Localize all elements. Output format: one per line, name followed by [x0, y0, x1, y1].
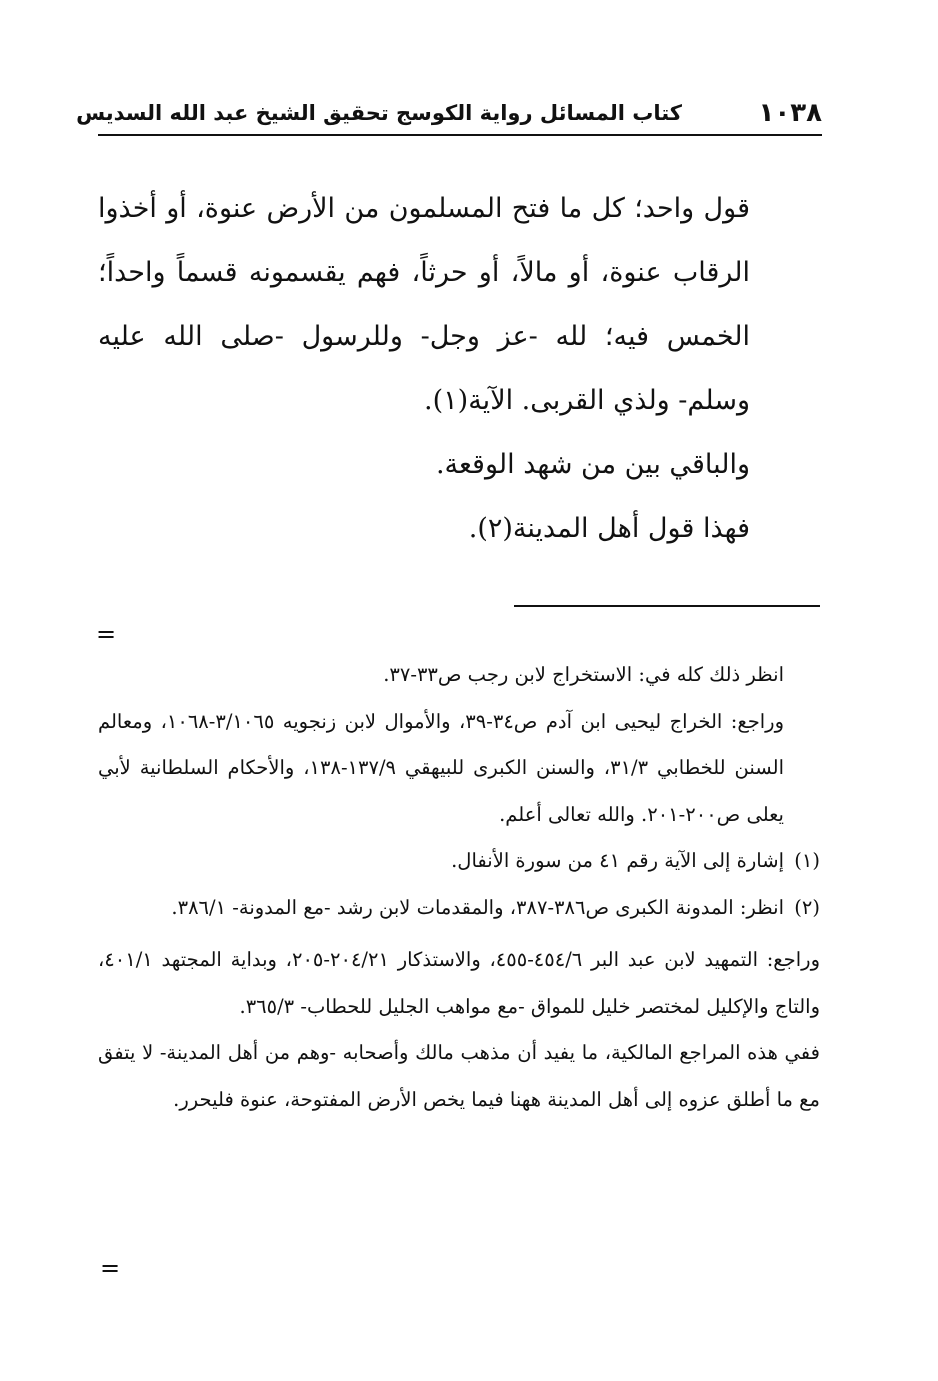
body-paragraph-1: قول واحد؛ كل ما فتح المسلمون من الأرض عنوة، أو أخذوا الرقاب عنوة، أو مالاً، أو حرثاً، فهم يقسمونه قسماً واحداً؛ الخمس فيه؛ لله -عز وجل- وللرسول -صلى الله عليه وسلم- ولذي القربى. الآية(١). — [98, 193, 750, 416]
footnote-continued-line: انظر ذلك كله في: الاستخراج لابن رجب ص٣٣-٣٧. — [383, 663, 784, 686]
body-paragraph-2: والباقي بين من شهد الوقعة. — [435, 449, 750, 480]
footnote-1 — [98, 838, 820, 885]
footnote-2-references: وراجع: التمهيد لابن عبد البر ٤٥٤/٦-٤٥٥، والاستذكار ٢٠٤/٢١-٢٠٥، وبداية المجتهد ٤٠١/١، والتاج والإكليل لمختصر خليل للمواق -مع مواهب الجليل للحطاب- ٣٦٥/٣. — [98, 948, 820, 1018]
footnote-1-number: (١) — [794, 849, 820, 872]
running-title: كتاب المسائل رواية الكوسج تحقيق الشيخ عبد الله السديس — [76, 101, 682, 125]
continuation-mark-bottom: = — [100, 1254, 121, 1282]
main-text — [98, 177, 750, 561]
body-paragraph-3: فهذا قول أهل المدينة(٢). — [468, 513, 750, 544]
footnote-separator — [514, 605, 820, 607]
header-rule — [98, 134, 822, 136]
footnote-2-text: انظر: المدونة الكبرى ص٣٨٦-٣٨٧، والمقدمات لابن رشد -مع المدونة- ٣٨٦/١. — [171, 895, 784, 919]
continuation-mark-top: = — [96, 620, 117, 648]
footnotes — [98, 652, 820, 1123]
page-header — [76, 92, 822, 136]
footnote-1-text: إشارة إلى الآية رقم ٤١ من سورة الأنفال. — [451, 849, 784, 872]
footnote-2-number: (٢) — [794, 895, 820, 919]
footnote-2-comment: ففي هذه المراجع المالكية، ما يفيد أن مذهب مالك وأصحابه -وهم من أهل المدينة- لا يتفق مع ما أطلق عزوه إلى أهل المدينة ههنا فيما يخص الأرض المفتوحة، عنوة فليحرر. — [98, 1041, 820, 1111]
footnote-2 — [98, 885, 820, 932]
footnote-continued-refs: وراجع: الخراج ليحيى ابن آدم ص٣٤-٣٩، والأموال لابن زنجويه ٣/١٠٦٥-١٠٦٨، ومعالم السنن للخطابي ٣١/٣، والسنن الكبرى للبيهقي ١٣٧/٩-١٣٨، والأحكام السلطانية لأبي يعلى ص٢٠٠-٢٠١. والله تعالى أعلم. — [98, 709, 785, 826]
page-number: ١٠٣٨ — [758, 98, 822, 128]
